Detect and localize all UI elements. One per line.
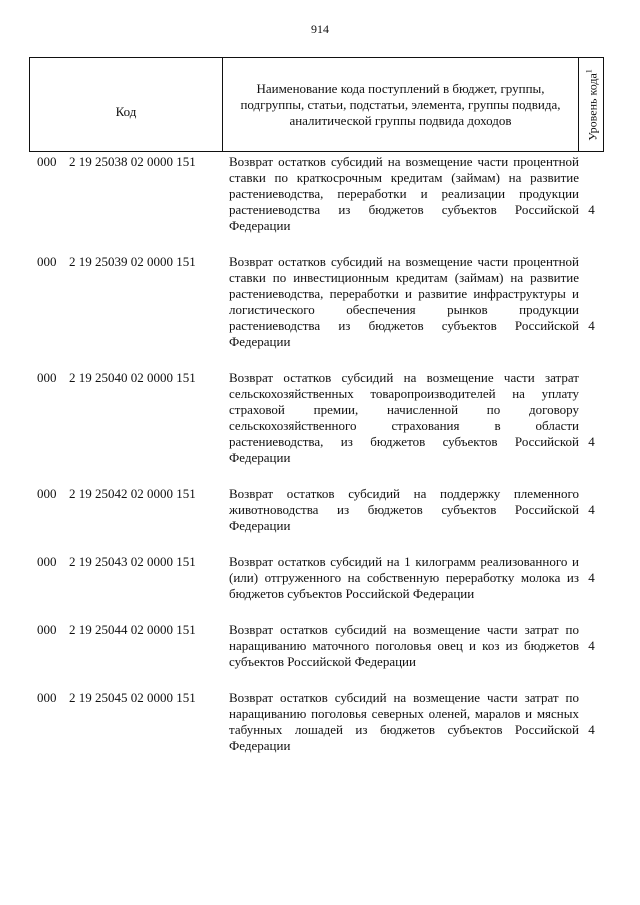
table-row [29, 690, 604, 754]
row-level: 4 [588, 318, 595, 333]
row-level: 4 [588, 638, 595, 653]
table-body [29, 154, 604, 774]
table-row [29, 622, 604, 670]
row-name: Возврат остатков субсидий на поддержку племенного животноводства из бюджетов субъектов Российской Федерации [229, 486, 579, 533]
header-code-column: Код [30, 58, 223, 151]
table-row [29, 486, 604, 534]
row-level: 4 [588, 202, 595, 217]
row-prefix: 000 [37, 154, 57, 169]
row-name: Возврат остатков субсидий на возмещение части затрат сельскохозяйственных товаропроизводителей на уплату страховой премии, начисленной по договору сельскохозяйственного страхования в области растениеводства, из бюджетов субъектов Российской Федерации [229, 370, 579, 465]
row-level: 4 [588, 502, 595, 517]
row-name: Возврат остатков субсидий на возмещение части процентной ставки по краткосрочным кредитам (займам) на развитие растениеводства, переработки и реализации продукции растениеводства из бюджетов субъектов Российской Федерации [229, 154, 579, 233]
row-code: 2 19 25043 02 0000 151 [69, 554, 196, 569]
row-code: 2 19 25045 02 0000 151 [69, 690, 196, 705]
header-level-label: Уровень кода$^1$ [584, 68, 600, 141]
row-prefix: 000 [37, 370, 57, 385]
row-code: 2 19 25039 02 0000 151 [69, 254, 196, 269]
row-level: 4 [588, 434, 595, 449]
table-row [29, 154, 604, 234]
row-level: 4 [588, 722, 595, 737]
row-name: Возврат остатков субсидий на 1 килограмм реализованного и (или) отгруженного на собственную переработку молока из бюджетов субъектов Российской Федерации [229, 554, 579, 601]
row-level: 4 [588, 570, 595, 585]
header-level-column [579, 58, 603, 151]
row-prefix: 000 [37, 254, 57, 269]
row-code: 2 19 25044 02 0000 151 [69, 622, 196, 637]
row-prefix: 000 [37, 622, 57, 637]
page-number: 914 [311, 22, 329, 36]
row-name: Возврат остатков субсидий на возмещение части затрат по наращиванию поголовья северных оленей, маралов и мясных табунных лошадей из бюджетов субъектов Российской Федерации [229, 690, 579, 753]
row-name: Возврат остатков субсидий на возмещение части процентной ставки по инвестиционным кредитам (займам) на развитие растениеводства, переработки и развитие инфраструктуры и логистического обеспечения рынков продукции растениеводства из бюджетов субъектов Российской Федерации [229, 254, 579, 349]
table-header [29, 57, 604, 152]
table-row [29, 370, 604, 466]
row-code: 2 19 25040 02 0000 151 [69, 370, 196, 385]
row-code: 2 19 25042 02 0000 151 [69, 486, 196, 501]
row-prefix: 000 [37, 554, 57, 569]
row-name: Возврат остатков субсидий на возмещение части затрат по наращиванию маточного поголовья овец и коз из бюджетов субъектов Российской Федерации [229, 622, 579, 669]
table-row [29, 254, 604, 350]
header-name-column: Наименование кода поступлений в бюджет, группы, подгруппы, статьи, подстатьи, элемента, группы подвида, аналитической группы подвида доходов [223, 58, 579, 151]
row-prefix: 000 [37, 486, 57, 501]
table-row [29, 554, 604, 602]
row-code: 2 19 25038 02 0000 151 [69, 154, 196, 169]
row-prefix: 000 [37, 690, 57, 705]
